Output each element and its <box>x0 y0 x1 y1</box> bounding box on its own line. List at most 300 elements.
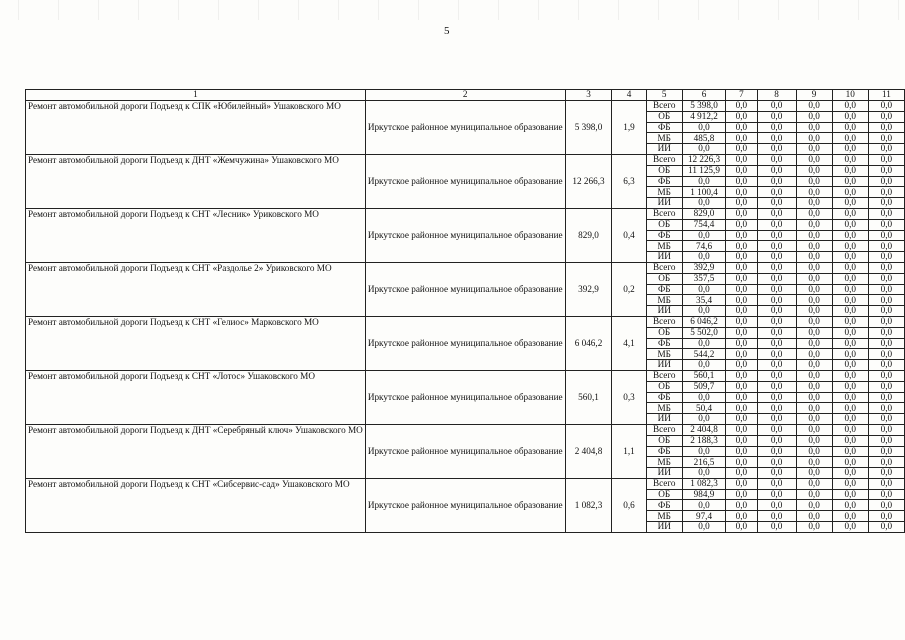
responsible-entity: Иркутское районное муниципальное образование <box>365 370 565 424</box>
funding-source: ОБ <box>646 489 682 500</box>
year-amount-col-11: 0,0 <box>868 381 904 392</box>
year-amount-col-7: 0,0 <box>726 133 757 144</box>
year-amount-col-11: 0,0 <box>868 284 904 295</box>
funding-amount: 0,0 <box>682 198 725 209</box>
funding-source: ОБ <box>646 219 682 230</box>
year-amount-col-8: 0,0 <box>757 338 796 349</box>
year-amount-col-8: 0,0 <box>757 360 796 371</box>
table-row <box>26 208 905 219</box>
year-amount-col-7: 0,0 <box>726 241 757 252</box>
share-value: 0,6 <box>612 478 646 532</box>
year-amount-col-11: 0,0 <box>868 457 904 468</box>
funding-amount: 216,5 <box>682 457 725 468</box>
year-amount-col-7: 0,0 <box>726 306 757 317</box>
year-amount-col-7: 0,0 <box>726 468 757 479</box>
year-amount-col-7: 0,0 <box>726 284 757 295</box>
column-header-11: 11 <box>868 90 904 101</box>
year-amount-col-7: 0,0 <box>726 187 757 198</box>
funding-source: ИИ <box>646 522 682 533</box>
funding-source: ФБ <box>646 338 682 349</box>
year-amount-col-8: 0,0 <box>757 500 796 511</box>
year-amount-col-11: 0,0 <box>868 176 904 187</box>
year-amount-col-10: 0,0 <box>832 381 868 392</box>
year-amount-col-9: 0,0 <box>796 230 832 241</box>
year-amount-col-9: 0,0 <box>796 478 832 489</box>
year-amount-col-11: 0,0 <box>868 122 904 133</box>
year-amount-col-7: 0,0 <box>726 435 757 446</box>
year-amount-col-9: 0,0 <box>796 262 832 273</box>
year-amount-col-11: 0,0 <box>868 370 904 381</box>
share-value: 0,3 <box>612 370 646 424</box>
year-amount-col-8: 0,0 <box>757 468 796 479</box>
year-amount-col-8: 0,0 <box>757 403 796 414</box>
year-amount-col-9: 0,0 <box>796 403 832 414</box>
table-row <box>26 424 905 435</box>
total-cost: 2 404,8 <box>565 424 612 478</box>
year-amount-col-11: 0,0 <box>868 403 904 414</box>
year-amount-col-7: 0,0 <box>726 101 757 112</box>
share-value: 0,4 <box>612 208 646 262</box>
year-amount-col-8: 0,0 <box>757 522 796 533</box>
funding-source: МБ <box>646 133 682 144</box>
year-amount-col-10: 0,0 <box>832 187 868 198</box>
year-amount-col-10: 0,0 <box>832 403 868 414</box>
year-amount-col-8: 0,0 <box>757 489 796 500</box>
year-amount-col-9: 0,0 <box>796 144 832 155</box>
column-header-7: 7 <box>726 90 757 101</box>
year-amount-col-7: 0,0 <box>726 273 757 284</box>
year-amount-col-8: 0,0 <box>757 262 796 273</box>
year-amount-col-11: 0,0 <box>868 230 904 241</box>
year-amount-col-9: 0,0 <box>796 360 832 371</box>
funding-source: МБ <box>646 403 682 414</box>
table-row <box>26 316 905 327</box>
year-amount-col-8: 0,0 <box>757 241 796 252</box>
funding-source: ИИ <box>646 144 682 155</box>
year-amount-col-8: 0,0 <box>757 435 796 446</box>
column-header-9: 9 <box>796 90 832 101</box>
year-amount-col-7: 0,0 <box>726 349 757 360</box>
share-value: 0,2 <box>612 262 646 316</box>
project-name: Ремонт автомобильной дороги Подъезд к СНТ «Раздолье 2» Уриковского МО <box>26 262 366 316</box>
year-amount-col-9: 0,0 <box>796 316 832 327</box>
funding-amount: 11 125,9 <box>682 165 725 176</box>
year-amount-col-7: 0,0 <box>726 262 757 273</box>
year-amount-col-9: 0,0 <box>796 133 832 144</box>
year-amount-col-11: 0,0 <box>868 165 904 176</box>
year-amount-col-9: 0,0 <box>796 500 832 511</box>
year-amount-col-11: 0,0 <box>868 522 904 533</box>
year-amount-col-8: 0,0 <box>757 284 796 295</box>
year-amount-col-11: 0,0 <box>868 478 904 489</box>
funding-source: Всего <box>646 208 682 219</box>
year-amount-col-10: 0,0 <box>832 176 868 187</box>
year-amount-col-8: 0,0 <box>757 154 796 165</box>
year-amount-col-8: 0,0 <box>757 133 796 144</box>
project-name: Ремонт автомобильной дороги Подъезд к ДНТ «Жемчужина» Ушаковского МО <box>26 154 366 208</box>
project-name: Ремонт автомобильной дороги Подъезд к СПК «Юбилейный» Ушаковского МО <box>26 101 366 155</box>
year-amount-col-11: 0,0 <box>868 154 904 165</box>
year-amount-col-11: 0,0 <box>868 360 904 371</box>
year-amount-col-11: 0,0 <box>868 241 904 252</box>
year-amount-col-9: 0,0 <box>796 457 832 468</box>
year-amount-col-8: 0,0 <box>757 208 796 219</box>
funding-amount: 0,0 <box>682 144 725 155</box>
funding-amount: 74,6 <box>682 241 725 252</box>
funding-amount: 0,0 <box>682 500 725 511</box>
year-amount-col-8: 0,0 <box>757 457 796 468</box>
total-cost: 829,0 <box>565 208 612 262</box>
column-header-3: 3 <box>565 90 612 101</box>
funding-amount: 754,4 <box>682 219 725 230</box>
year-amount-col-10: 0,0 <box>832 198 868 209</box>
column-header-4: 4 <box>612 90 646 101</box>
project-name: Ремонт автомобильной дороги Подъезд к СНТ «Гелиос» Марковского МО <box>26 316 366 370</box>
funding-amount: 0,0 <box>682 306 725 317</box>
year-amount-col-10: 0,0 <box>832 219 868 230</box>
funding-amount: 392,9 <box>682 262 725 273</box>
year-amount-col-10: 0,0 <box>832 327 868 338</box>
funding-amount: 485,8 <box>682 133 725 144</box>
year-amount-col-7: 0,0 <box>726 478 757 489</box>
funding-source: ФБ <box>646 176 682 187</box>
year-amount-col-9: 0,0 <box>796 187 832 198</box>
funding-source: Всего <box>646 424 682 435</box>
year-amount-col-10: 0,0 <box>832 446 868 457</box>
year-amount-col-7: 0,0 <box>726 198 757 209</box>
year-amount-col-10: 0,0 <box>832 101 868 112</box>
year-amount-col-10: 0,0 <box>832 144 868 155</box>
funding-amount: 0,0 <box>682 176 725 187</box>
funding-source: Всего <box>646 370 682 381</box>
page-number: 5 <box>444 25 450 37</box>
year-amount-col-8: 0,0 <box>757 219 796 230</box>
funding-amount: 829,0 <box>682 208 725 219</box>
year-amount-col-10: 0,0 <box>832 489 868 500</box>
year-amount-col-10: 0,0 <box>832 252 868 263</box>
year-amount-col-11: 0,0 <box>868 144 904 155</box>
year-amount-col-11: 0,0 <box>868 295 904 306</box>
share-value: 6,3 <box>612 154 646 208</box>
total-cost: 560,1 <box>565 370 612 424</box>
year-amount-col-9: 0,0 <box>796 306 832 317</box>
year-amount-col-7: 0,0 <box>726 316 757 327</box>
funding-amount: 544,2 <box>682 349 725 360</box>
financing-table <box>25 89 905 533</box>
table-row <box>26 154 905 165</box>
column-header-6: 6 <box>682 90 725 101</box>
funding-amount: 0,0 <box>682 468 725 479</box>
funding-amount: 4 912,2 <box>682 111 725 122</box>
funding-source: ОБ <box>646 381 682 392</box>
year-amount-col-10: 0,0 <box>832 316 868 327</box>
funding-source: МБ <box>646 241 682 252</box>
year-amount-col-8: 0,0 <box>757 144 796 155</box>
year-amount-col-10: 0,0 <box>832 424 868 435</box>
year-amount-col-11: 0,0 <box>868 511 904 522</box>
year-amount-col-9: 0,0 <box>796 208 832 219</box>
share-value: 1,9 <box>612 101 646 155</box>
funding-amount: 0,0 <box>682 230 725 241</box>
funding-amount: 0,0 <box>682 414 725 425</box>
funding-source: Всего <box>646 316 682 327</box>
year-amount-col-10: 0,0 <box>832 338 868 349</box>
year-amount-col-8: 0,0 <box>757 122 796 133</box>
year-amount-col-7: 0,0 <box>726 500 757 511</box>
year-amount-col-9: 0,0 <box>796 295 832 306</box>
year-amount-col-10: 0,0 <box>832 230 868 241</box>
year-amount-col-11: 0,0 <box>868 435 904 446</box>
funding-source: ИИ <box>646 414 682 425</box>
funding-source: ОБ <box>646 165 682 176</box>
year-amount-col-9: 0,0 <box>796 468 832 479</box>
column-header-10: 10 <box>832 90 868 101</box>
year-amount-col-10: 0,0 <box>832 457 868 468</box>
funding-amount: 0,0 <box>682 252 725 263</box>
funding-source: ОБ <box>646 111 682 122</box>
funding-source: Всего <box>646 262 682 273</box>
year-amount-col-11: 0,0 <box>868 262 904 273</box>
year-amount-col-10: 0,0 <box>832 273 868 284</box>
year-amount-col-9: 0,0 <box>796 273 832 284</box>
year-amount-col-8: 0,0 <box>757 273 796 284</box>
funding-amount: 0,0 <box>682 360 725 371</box>
year-amount-col-11: 0,0 <box>868 327 904 338</box>
year-amount-col-10: 0,0 <box>832 414 868 425</box>
year-amount-col-7: 0,0 <box>726 370 757 381</box>
total-cost: 5 398,0 <box>565 101 612 155</box>
year-amount-col-9: 0,0 <box>796 381 832 392</box>
funding-source: ИИ <box>646 306 682 317</box>
column-header-5: 5 <box>646 90 682 101</box>
year-amount-col-8: 0,0 <box>757 392 796 403</box>
year-amount-col-9: 0,0 <box>796 165 832 176</box>
year-amount-col-7: 0,0 <box>726 522 757 533</box>
year-amount-col-9: 0,0 <box>796 511 832 522</box>
year-amount-col-7: 0,0 <box>726 403 757 414</box>
year-amount-col-10: 0,0 <box>832 370 868 381</box>
funding-amount: 357,5 <box>682 273 725 284</box>
project-name: Ремонт автомобильной дороги Подъезд к СНТ «Лотос» Ушаковского МО <box>26 370 366 424</box>
year-amount-col-9: 0,0 <box>796 101 832 112</box>
year-amount-col-9: 0,0 <box>796 522 832 533</box>
funding-amount: 5 502,0 <box>682 327 725 338</box>
year-amount-col-10: 0,0 <box>832 208 868 219</box>
year-amount-col-7: 0,0 <box>726 295 757 306</box>
year-amount-col-8: 0,0 <box>757 252 796 263</box>
table-row <box>26 262 905 273</box>
year-amount-col-11: 0,0 <box>868 208 904 219</box>
funding-source: ФБ <box>646 392 682 403</box>
year-amount-col-10: 0,0 <box>832 468 868 479</box>
year-amount-col-7: 0,0 <box>726 111 757 122</box>
year-amount-col-10: 0,0 <box>832 306 868 317</box>
year-amount-col-11: 0,0 <box>868 306 904 317</box>
responsible-entity: Иркутское районное муниципальное образование <box>365 262 565 316</box>
year-amount-col-7: 0,0 <box>726 208 757 219</box>
year-amount-col-11: 0,0 <box>868 424 904 435</box>
year-amount-col-11: 0,0 <box>868 101 904 112</box>
year-amount-col-8: 0,0 <box>757 101 796 112</box>
year-amount-col-7: 0,0 <box>726 457 757 468</box>
year-amount-col-10: 0,0 <box>832 262 868 273</box>
year-amount-col-7: 0,0 <box>726 360 757 371</box>
funding-source: ОБ <box>646 327 682 338</box>
year-amount-col-11: 0,0 <box>868 198 904 209</box>
year-amount-col-7: 0,0 <box>726 338 757 349</box>
year-amount-col-11: 0,0 <box>868 338 904 349</box>
funding-amount: 12 226,3 <box>682 154 725 165</box>
year-amount-col-11: 0,0 <box>868 468 904 479</box>
project-name: Ремонт автомобильной дороги Подъезд к СНТ «Лесник» Уриковского МО <box>26 208 366 262</box>
year-amount-col-7: 0,0 <box>726 122 757 133</box>
project-name: Ремонт автомобильной дороги Подъезд к ДНТ «Серебряный ключ» Ушаковского МО <box>26 424 366 478</box>
funding-amount: 560,1 <box>682 370 725 381</box>
year-amount-col-10: 0,0 <box>832 511 868 522</box>
year-amount-col-9: 0,0 <box>796 122 832 133</box>
column-header-1: 1 <box>26 90 366 101</box>
year-amount-col-9: 0,0 <box>796 284 832 295</box>
year-amount-col-7: 0,0 <box>726 511 757 522</box>
year-amount-col-7: 0,0 <box>726 381 757 392</box>
year-amount-col-10: 0,0 <box>832 392 868 403</box>
share-value: 4,1 <box>612 316 646 370</box>
year-amount-col-8: 0,0 <box>757 370 796 381</box>
funding-amount: 984,9 <box>682 489 725 500</box>
funding-amount: 35,4 <box>682 295 725 306</box>
year-amount-col-9: 0,0 <box>796 392 832 403</box>
year-amount-col-9: 0,0 <box>796 241 832 252</box>
total-cost: 6 046,2 <box>565 316 612 370</box>
funding-source: ИИ <box>646 252 682 263</box>
year-amount-col-10: 0,0 <box>832 111 868 122</box>
year-amount-col-8: 0,0 <box>757 446 796 457</box>
funding-source: ФБ <box>646 122 682 133</box>
funding-source: ФБ <box>646 284 682 295</box>
total-cost: 12 266,3 <box>565 154 612 208</box>
funding-source: ОБ <box>646 273 682 284</box>
year-amount-col-9: 0,0 <box>796 176 832 187</box>
year-amount-col-11: 0,0 <box>868 316 904 327</box>
total-cost: 1 082,3 <box>565 478 612 532</box>
funding-source: ИИ <box>646 360 682 371</box>
share-value: 1,1 <box>612 424 646 478</box>
table-row <box>26 370 905 381</box>
year-amount-col-7: 0,0 <box>726 327 757 338</box>
column-header-8: 8 <box>757 90 796 101</box>
year-amount-col-10: 0,0 <box>832 241 868 252</box>
year-amount-col-8: 0,0 <box>757 349 796 360</box>
responsible-entity: Иркутское районное муниципальное образование <box>365 101 565 155</box>
funding-amount: 2 188,3 <box>682 435 725 446</box>
year-amount-col-10: 0,0 <box>832 154 868 165</box>
year-amount-col-10: 0,0 <box>832 122 868 133</box>
year-amount-col-8: 0,0 <box>757 295 796 306</box>
header-row <box>26 90 905 101</box>
year-amount-col-8: 0,0 <box>757 511 796 522</box>
year-amount-col-10: 0,0 <box>832 349 868 360</box>
year-amount-col-11: 0,0 <box>868 133 904 144</box>
funding-source: МБ <box>646 511 682 522</box>
year-amount-col-11: 0,0 <box>868 349 904 360</box>
year-amount-col-11: 0,0 <box>868 392 904 403</box>
funding-source: МБ <box>646 457 682 468</box>
year-amount-col-7: 0,0 <box>726 252 757 263</box>
funding-amount: 1 082,3 <box>682 478 725 489</box>
funding-amount: 0,0 <box>682 122 725 133</box>
year-amount-col-7: 0,0 <box>726 414 757 425</box>
year-amount-col-8: 0,0 <box>757 306 796 317</box>
year-amount-col-7: 0,0 <box>726 165 757 176</box>
year-amount-col-8: 0,0 <box>757 316 796 327</box>
funding-amount: 0,0 <box>682 338 725 349</box>
funding-source: МБ <box>646 295 682 306</box>
year-amount-col-9: 0,0 <box>796 370 832 381</box>
table-row <box>26 101 905 112</box>
year-amount-col-8: 0,0 <box>757 230 796 241</box>
funding-source: ИИ <box>646 468 682 479</box>
funding-amount: 50,4 <box>682 403 725 414</box>
funding-source: ФБ <box>646 446 682 457</box>
responsible-entity: Иркутское районное муниципальное образование <box>365 316 565 370</box>
year-amount-col-9: 0,0 <box>796 435 832 446</box>
scan-noise <box>0 0 905 20</box>
funding-amount: 0,0 <box>682 392 725 403</box>
year-amount-col-11: 0,0 <box>868 489 904 500</box>
funding-amount: 97,4 <box>682 511 725 522</box>
year-amount-col-11: 0,0 <box>868 252 904 263</box>
funding-source: Всего <box>646 101 682 112</box>
year-amount-col-9: 0,0 <box>796 424 832 435</box>
funding-source: Всего <box>646 154 682 165</box>
total-cost: 392,9 <box>565 262 612 316</box>
funding-source: ФБ <box>646 500 682 511</box>
year-amount-col-8: 0,0 <box>757 176 796 187</box>
column-header-2: 2 <box>365 90 565 101</box>
project-name: Ремонт автомобильной дороги Подъезд к СНТ «Сибсервис-сад» Ушаковского МО <box>26 478 366 532</box>
year-amount-col-7: 0,0 <box>726 144 757 155</box>
funding-amount: 0,0 <box>682 446 725 457</box>
funding-source: ОБ <box>646 435 682 446</box>
year-amount-col-7: 0,0 <box>726 489 757 500</box>
year-amount-col-9: 0,0 <box>796 252 832 263</box>
year-amount-col-11: 0,0 <box>868 219 904 230</box>
year-amount-col-7: 0,0 <box>726 219 757 230</box>
year-amount-col-10: 0,0 <box>832 478 868 489</box>
year-amount-col-10: 0,0 <box>832 295 868 306</box>
year-amount-col-9: 0,0 <box>796 198 832 209</box>
funding-amount: 0,0 <box>682 284 725 295</box>
year-amount-col-11: 0,0 <box>868 414 904 425</box>
year-amount-col-9: 0,0 <box>796 154 832 165</box>
year-amount-col-8: 0,0 <box>757 165 796 176</box>
year-amount-col-7: 0,0 <box>726 392 757 403</box>
year-amount-col-11: 0,0 <box>868 273 904 284</box>
year-amount-col-9: 0,0 <box>796 219 832 230</box>
year-amount-col-7: 0,0 <box>726 230 757 241</box>
year-amount-col-10: 0,0 <box>832 522 868 533</box>
year-amount-col-7: 0,0 <box>726 176 757 187</box>
year-amount-col-8: 0,0 <box>757 187 796 198</box>
funding-amount: 509,7 <box>682 381 725 392</box>
responsible-entity: Иркутское районное муниципальное образование <box>365 208 565 262</box>
year-amount-col-11: 0,0 <box>868 500 904 511</box>
funding-source: Всего <box>646 478 682 489</box>
funding-source: МБ <box>646 349 682 360</box>
year-amount-col-11: 0,0 <box>868 111 904 122</box>
year-amount-col-10: 0,0 <box>832 500 868 511</box>
responsible-entity: Иркутское районное муниципальное образование <box>365 154 565 208</box>
